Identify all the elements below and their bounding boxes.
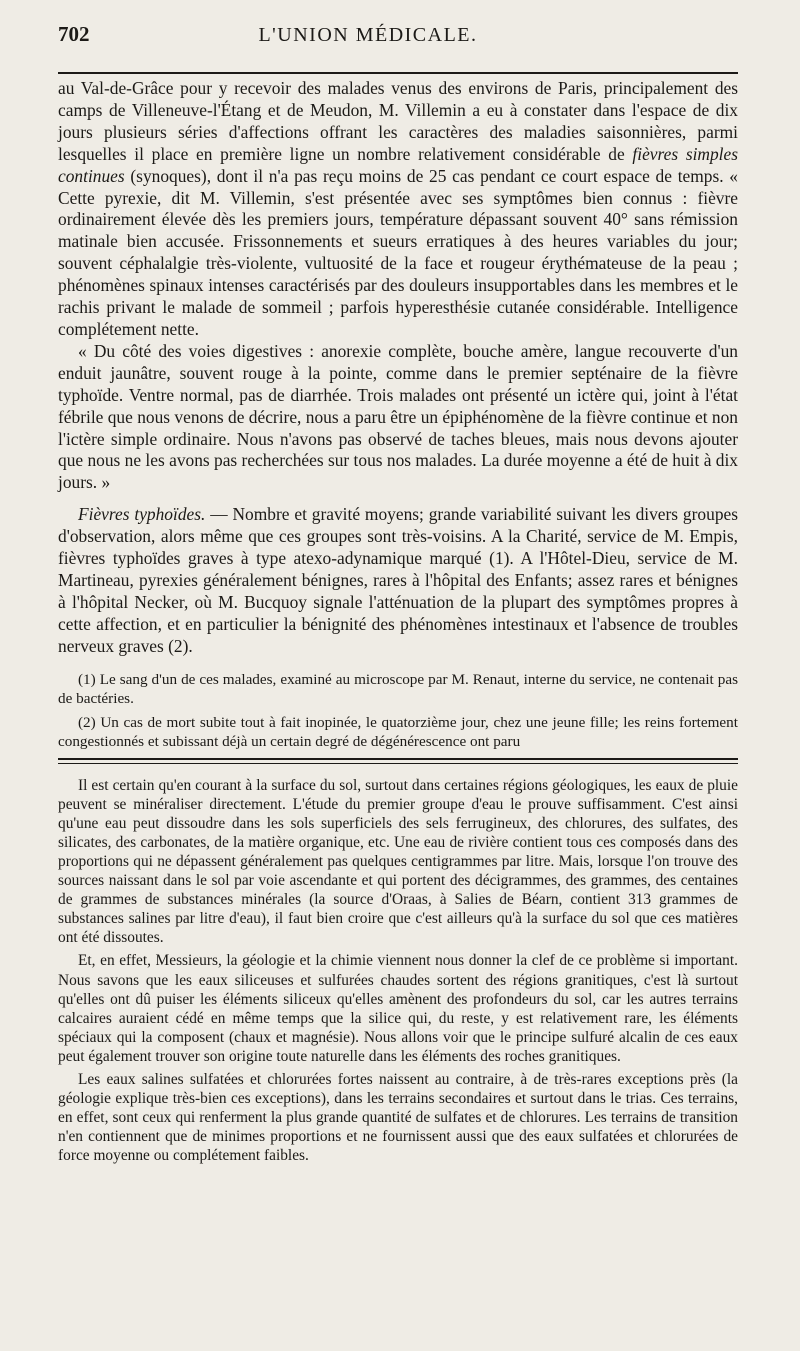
page-number: 702	[58, 22, 90, 46]
header-rule	[58, 72, 738, 74]
article-paragraph-3: Les eaux salines sulfatées et chlorurées fortes naissent au contraire, à de très-rares exceptions près (la géologie explique très-bien ces exceptions), dans les terrains secondaires et surtout dans le trias. Ces terrains, en effet, sont ceux qui renferment la plus grande quantité de sulfates et de chlorures. Les terrains de transition n'en contiennent que de minimes proportions et ne fournissent aussi que des eaux sulfatées et chlorurées de force moyenne ou complétement faibles.	[58, 1070, 738, 1165]
paragraph-fievres-simples: au Val-de-Grâce pour y recevoir des malades venus des environs de Paris, principalement des camps de Villeneuve-l'Étang et de Meudon, M. Villemin a eu à constater dans l'espace de dix jours plusieurs séries d'affections offrant les caractères des maladies saisonnières, parmi lesquelles il place en première ligne un nombre relativement considérable de fièvres simples continues (synoques), dont il n'a pas reçu moins de 25 cas pendant ce court espace de temps. « Cette pyrexie, dit M. Villemin, s'est présentée avec ses symptômes bien connus : fièvre ordinairement élevée dès les premiers jours, température dépassant souvent 40° sans rémission matinale bien accusée. Frissonnements et sueurs erratiques à des heures variables du jour; souvent céphalalgie très-violente, vultuosité de la face et rougeur érythémateuse de la peau ; phénomènes spinaux intenses caractérisés par des douleurs insupportables dans les membres et le rachis privant le malade de sommeil ; parfois hyperesthésie cutanée considérable. Intelligence complétement nette.	[58, 78, 738, 339]
journal-title: L'UNION MÉDICALE.	[258, 24, 478, 46]
page-header	[58, 22, 738, 66]
paragraph-fievres-typhoides: Fièvres typhoïdes. — Nombre et gravité moyens; grande variabilité suivant les divers groupes d'observation, alors même que ces groupes sont très-voisins. A la Charité, service de M. Empis, fièvres typhoïdes graves à type atexo-adynamique marqué (1). A l'Hôtel-Dieu, service de M. Martineau, pyrexies généralement bénignes, rares à l'hôpital des Enfants; assez rares et bénignes à l'hôpital Necker, où M. Bucquoy signale l'atténuation de la plupart des symptômes propres à cette affection, et en particulier la bénignité des phénomènes intestinaux et l'absence de troubles nerveux graves (2).	[58, 504, 738, 656]
footnotes	[58, 670, 738, 752]
feuilleton-article	[58, 776, 738, 1166]
feuilleton-separator	[58, 758, 738, 764]
italic-term: fièvres simples continues	[58, 143, 738, 186]
article-paragraph-2: Et, en effet, Messieurs, la géologie et la chimie viennent nous donner la clef de ce problème si important. Nous savons que les eaux siliceuses et sulfurées chaudes sortent des régions granitiques, c'est là surtout qu'elles ont dû puiser les éléments siliceux qu'elles amènent des profondeurs du sol, car les autres terrains calcaires auraient cédé en même temps que la silice qui, du reste, y est relativement rare, les éléments spéciaux qui la composent (chaux et magnésie). Nous allons voir que le principe sulfuré alcalin de ces eaux peut également trouver son origine toute naturelle dans les éléments des roches granitiques.	[58, 952, 738, 1065]
footnote-2: (2) Un cas de mort subite tout à fait inopinée, le quatorzième jour, chez une jeune fille; les reins fortement congestionnés et subissant déjà un certain degré de dégénérescence ont paru	[58, 713, 738, 751]
main-column	[58, 78, 738, 658]
paragraph-voies-digestives: « Du côté des voies digestives : anorexie complète, bouche amère, langue recouverte d'un enduit jaunâtre, souvent rouge à la pointe, comme dans le premier septénaire de la fièvre typhoïde. Ventre normal, pas de diarrhée. Trois malades ont présenté un ictère qui, joint à l'état fébrile que nous venons de décrire, nous a paru être un épiphénomène de la fièvre continue et non l'ictère simple ordinaire. Nous n'avons pas observé de taches bleues, mais nous devons ajouter que nous ne les avons pas recherchées sur tous nos malades. La durée moyenne a été de huit à dix jours. »	[58, 340, 738, 493]
section-heading-italic: Fièvres typhoïdes.	[78, 504, 206, 525]
article-paragraph-1: Il est certain qu'en courant à la surface du sol, surtout dans certaines régions géologiques, les eaux de pluie peuvent se minéraliser directement. L'étude du premier groupe d'eau le prouve suffisamment. C'est ainsi qu'une eau peut dissoudre dans les sols superficiels des sels ferrugineux, des chlorures, des sulfates, des silicates, des carbonates, de la matière organique, etc. Une eau de rivière contient tous ces composés dans des proportions qui ne dépassent généralement pas quelques centigrammes par litre. Mais, lorsque l'on trouve des sources naissant dans le sol par voie ascendante et qui portent des décigrammes, des grammes, des centaines de grammes de substances minérales (la source d'Oraas, à Salies de Béarn, contient 313 grammes de substances salines par litre d'eau), il faut bien croire que c'est ailleurs qu'à la surface du sol que ces matières ont été dissoutes.	[58, 776, 738, 947]
footnote-1: (1) Le sang d'un de ces malades, examiné au microscope par M. Renaut, interne du service, ne contenait pas de bactéries.	[58, 670, 738, 708]
